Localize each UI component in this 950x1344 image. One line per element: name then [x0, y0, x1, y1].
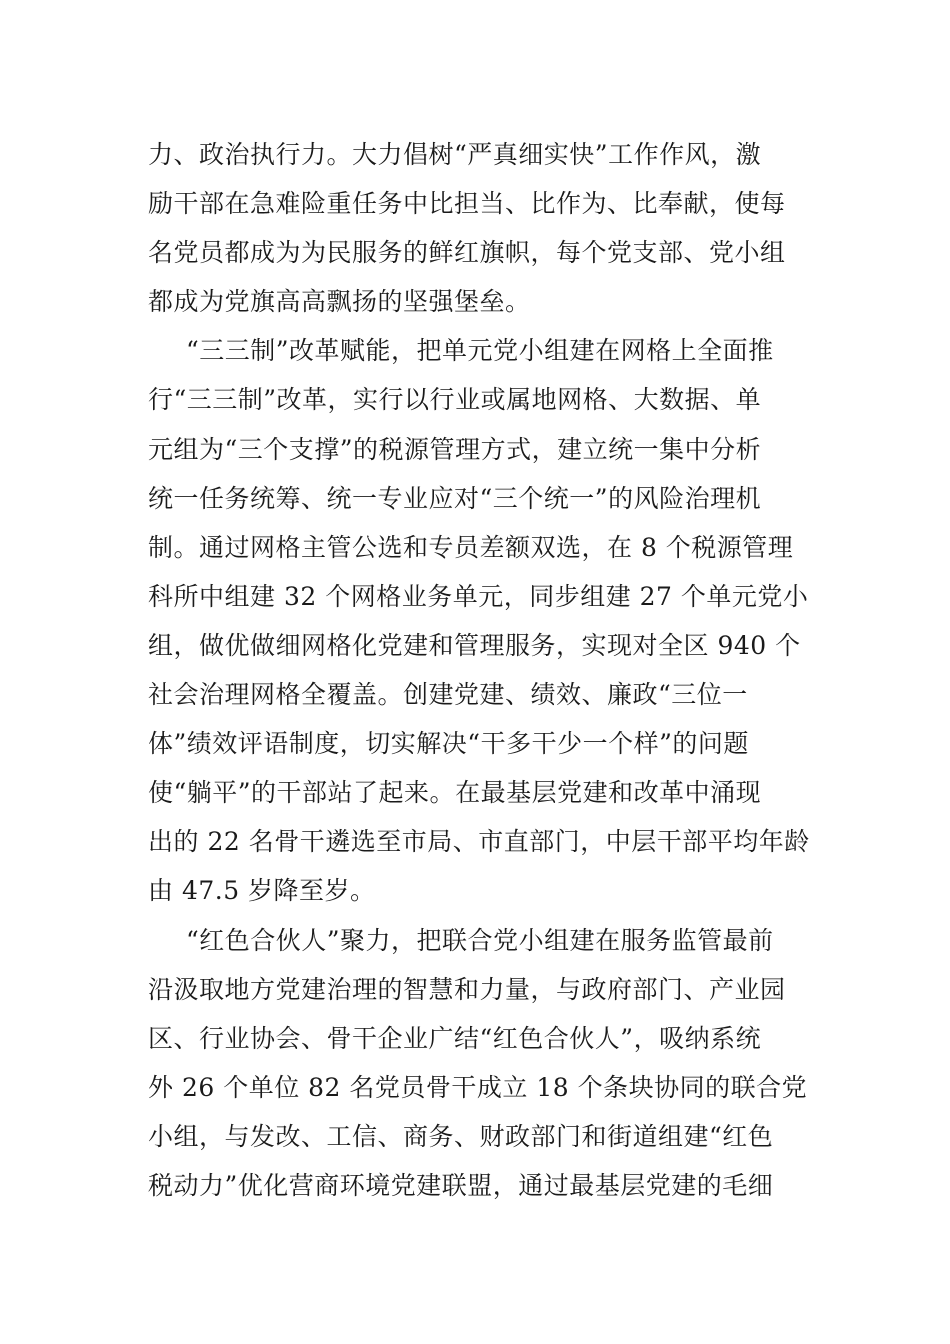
text-line: 元组为“三个支撑”的税源管理方式，建立统一集中分析 [148, 434, 762, 464]
text-line: 社会治理网格全覆盖。创建党建、绩效、廉政“三位一 [148, 680, 748, 710]
text-line: 制。通过网格主管公选和专员差额双选，在 8 个税源管理 [148, 532, 794, 562]
text-line: 沿汲取地方党建治理的智慧和力量，与政府部门、产业园 [148, 974, 786, 1004]
text-line: 区、行业协会、骨干企业广结“红色合伙人”，吸纳系统 [148, 1023, 762, 1053]
text-line: 税动力”优化营商环境党建联盟，通过最基层党建的毛细 [148, 1170, 774, 1200]
text-line: 都成为党旗高高飘扬的坚强堡垒。 [148, 287, 531, 317]
text-line: 体”绩效评语制度，切实解决“干多干少一个样”的问题 [148, 729, 749, 759]
text-line: 由 47.5 岁降至岁。 [148, 876, 376, 906]
body-text [148, 130, 808, 1210]
text-line: 科所中组建 32 个网格业务单元，同步组建 27 个单元党小 [148, 581, 809, 611]
text-line: 组，做优做细网格化党建和管理服务，实现对全区 940 个 [148, 630, 801, 660]
text-line: 力、政治执行力。大力倡树“严真细实快”工作作风，激 [148, 140, 762, 169]
text-line: 统一任务统筹、统一专业应对“三个统一”的风险治理机 [148, 483, 762, 513]
text-line: 外 26 个单位 82 名党员骨干成立 18 个条块协同的联合党 [148, 1072, 808, 1102]
text-line: 行“三三制”改革，实行以行业或属地网格、大数据、单 [148, 385, 762, 415]
paragraph-start-line: “红色合伙人”聚力，把联合党小组建在服务监管最前 [186, 925, 774, 955]
text-line: 励干部在急难险重任务中比担当、比作为、比奉献，使每 [148, 189, 786, 219]
paragraph-start-line: “三三制”改革赋能，把单元党小组建在网格上全面推 [186, 336, 774, 366]
text-line: 小组，与发改、工信、商务、财政部门和街道组建“红色 [148, 1121, 774, 1151]
text-line: 名党员都成为为民服务的鲜红旗帜，每个党支部、党小组 [148, 238, 786, 268]
text-line: 出的 22 名骨干遴选至市局、市直部门，中层干部平均年龄 [148, 827, 810, 857]
text-line: 使“躺平”的干部站了起来。在最基层党建和改革中涌现 [148, 778, 762, 808]
